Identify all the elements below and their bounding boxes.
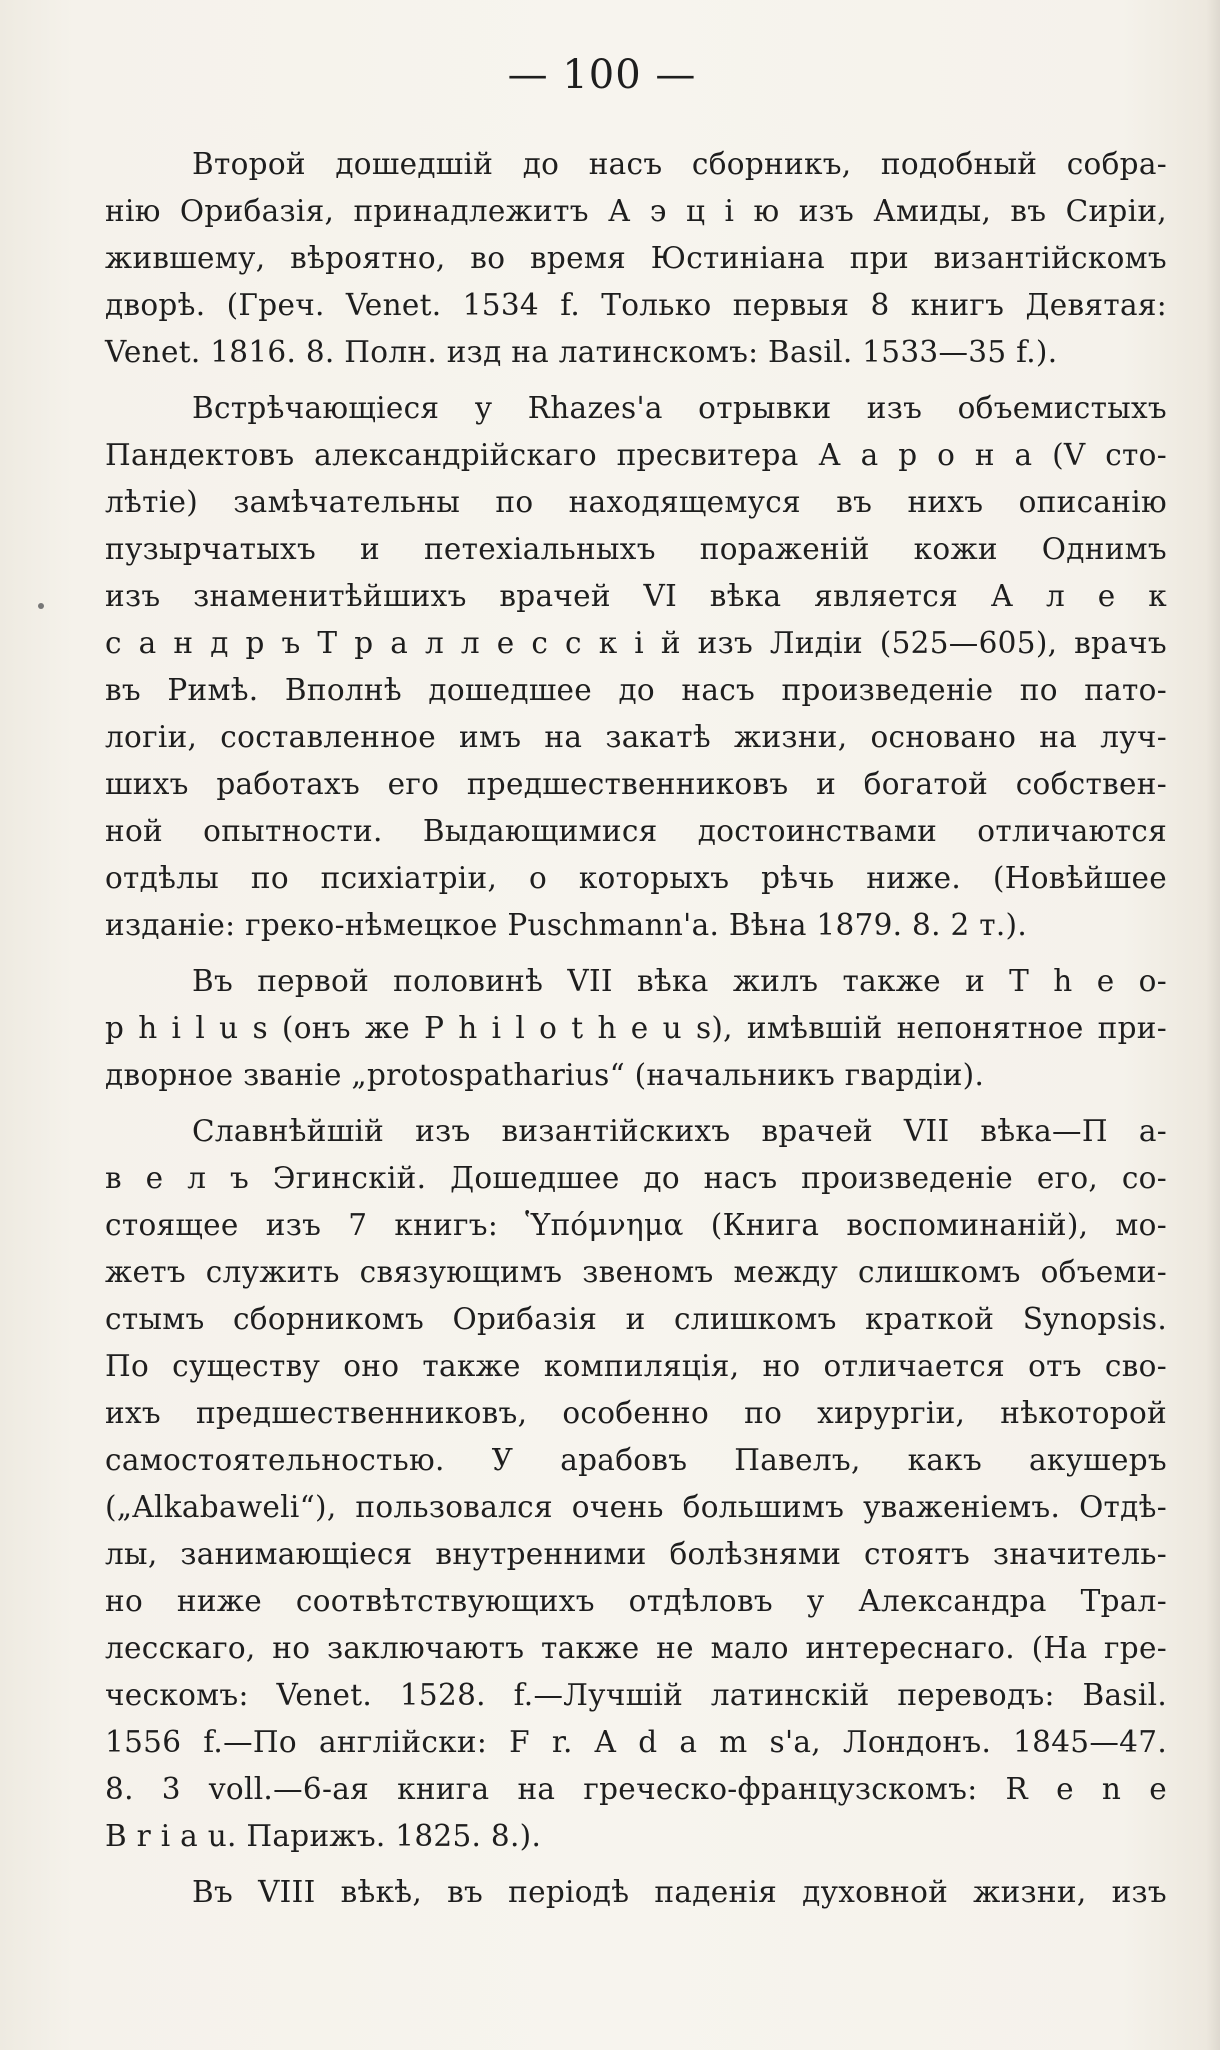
- text-line: По существу оно также компиляцiя, но отличается отъ сво-: [105, 1349, 1167, 1383]
- text-line: 8. 3 voll.—6-ая книга на греческо-французскомъ: R e n e: [105, 1772, 1167, 1806]
- text-line: жившему, вѣроятно, во время Юстинiана при византiйскомъ: [105, 241, 1167, 275]
- text-line: Въ первой половинѣ VII вѣка жилъ также и T h e o-: [192, 964, 1167, 998]
- text-line: Въ VIII вѣкѣ, въ перiодѣ паденiя духовной жизни, изъ: [192, 1875, 1167, 1909]
- text-line: изданiе: греко-нѣмецкое Puschmann'a. Вѣна 1879. 8. 2 т.).: [105, 908, 1027, 942]
- text-line: лесскаго, но заключаютъ также не мало интереснаго. (На гре-: [105, 1631, 1167, 1665]
- page-number: — 100 —: [507, 52, 697, 98]
- text-line: дворѣ. (Греч. Venet. 1534 f. Только первыя 8 книгъ Девятая:: [105, 288, 1167, 322]
- text-line: отдѣлы по психiатрiи, о которыхъ рѣчь ниже. (Новѣйшее: [105, 861, 1167, 895]
- text-line: в е л ъ Эгинскiй. Дошедшее до насъ произведенiе его, со-: [105, 1161, 1167, 1195]
- text-line: 1556 f.—По англiйски: F r. A d a m s'a, Лондонъ. 1845—47.: [105, 1725, 1167, 1759]
- text-line: ческомъ: Venet. 1528. f.—Лучшiй латинскiй переводъ: Basil.: [105, 1678, 1167, 1712]
- text-line: B r i a u. Парижъ. 1825. 8.).: [105, 1819, 542, 1853]
- text-line: Встрѣчающiеся у Rhazes'a отрывки изъ объемистыхъ: [192, 391, 1167, 425]
- text-line: шихъ работахъ его предшественниковъ и богатой собствен-: [105, 767, 1167, 801]
- text-line: жетъ служить связующимъ звеномъ между слишкомъ объеми-: [105, 1255, 1167, 1289]
- text-line: самостоятельностью. У арабовъ Павелъ, какъ акушеръ: [105, 1443, 1167, 1477]
- text-line: ихъ предшественниковъ, особенно по хирургiи, нѣкоторой: [105, 1396, 1167, 1430]
- text-line: ной опытности. Выдающимися достоинствами отличаются: [105, 814, 1167, 848]
- text-line: с а н д р ъ Т р а л л е с с к i й изъ Лидiи (525—605), врачъ: [105, 626, 1167, 660]
- margin-speck: [38, 603, 44, 609]
- text-line: въ Римѣ. Вполнѣ дошедшее до насъ произведенiе по пато-: [105, 673, 1167, 707]
- text-line: p h i l u s (онъ же P h i l o t h e u s), имѣвшiй непонятное при-: [105, 1011, 1167, 1045]
- text-line: лѣтiе) замѣчательны по находящемуся въ нихъ описанiю: [105, 485, 1167, 519]
- text-line: стымъ сборникомъ Орибазiя и слишкомъ краткой Synopsis.: [105, 1302, 1167, 1336]
- text-line: логiи, составленное имъ на закатѣ жизни, основано на луч-: [105, 720, 1167, 754]
- text-line: Venet. 1816. 8. Полн. изд на латинскомъ: Basil. 1533—35 f.).: [105, 335, 1058, 369]
- text-line: Славнѣйшiй изъ византiйскихъ врачей VII вѣка—П а-: [192, 1114, 1167, 1148]
- text-line: нiю Орибазiя, принадлежитъ А э ц i ю изъ Амиды, въ Сирiи,: [105, 194, 1167, 228]
- text-line: стоящее изъ 7 книгъ: Ὑπόμνημα (Книга воспоминанiй), мо-: [105, 1208, 1167, 1242]
- text-line: Второй дошедшiй до насъ сборникъ, подобный собра-: [192, 147, 1167, 181]
- text-line: дворное званiе „protospatharius“ (начальникъ гвардiи).: [105, 1058, 985, 1092]
- text-line: („Alkabaweli“), пользовался очень большимъ уваженiемъ. Отдѣ-: [105, 1490, 1167, 1524]
- page-edge-shadow: [1206, 0, 1220, 2050]
- text-line: Пандектовъ александрiйскаго пресвитера А а р о н а (V сто-: [105, 438, 1167, 472]
- text-line: лы, занимающiеся внутренними болѣзнями стоятъ значитель-: [105, 1537, 1167, 1571]
- text-line: пузырчатыхъ и петехiальныхъ пораженiй кожи Однимъ: [105, 532, 1167, 566]
- text-line: изъ знаменитѣйшихъ врачей VI вѣка является А л е к: [105, 579, 1167, 613]
- text-line: но ниже соотвѣтствующихъ отдѣловъ у Александра Трал-: [105, 1584, 1167, 1618]
